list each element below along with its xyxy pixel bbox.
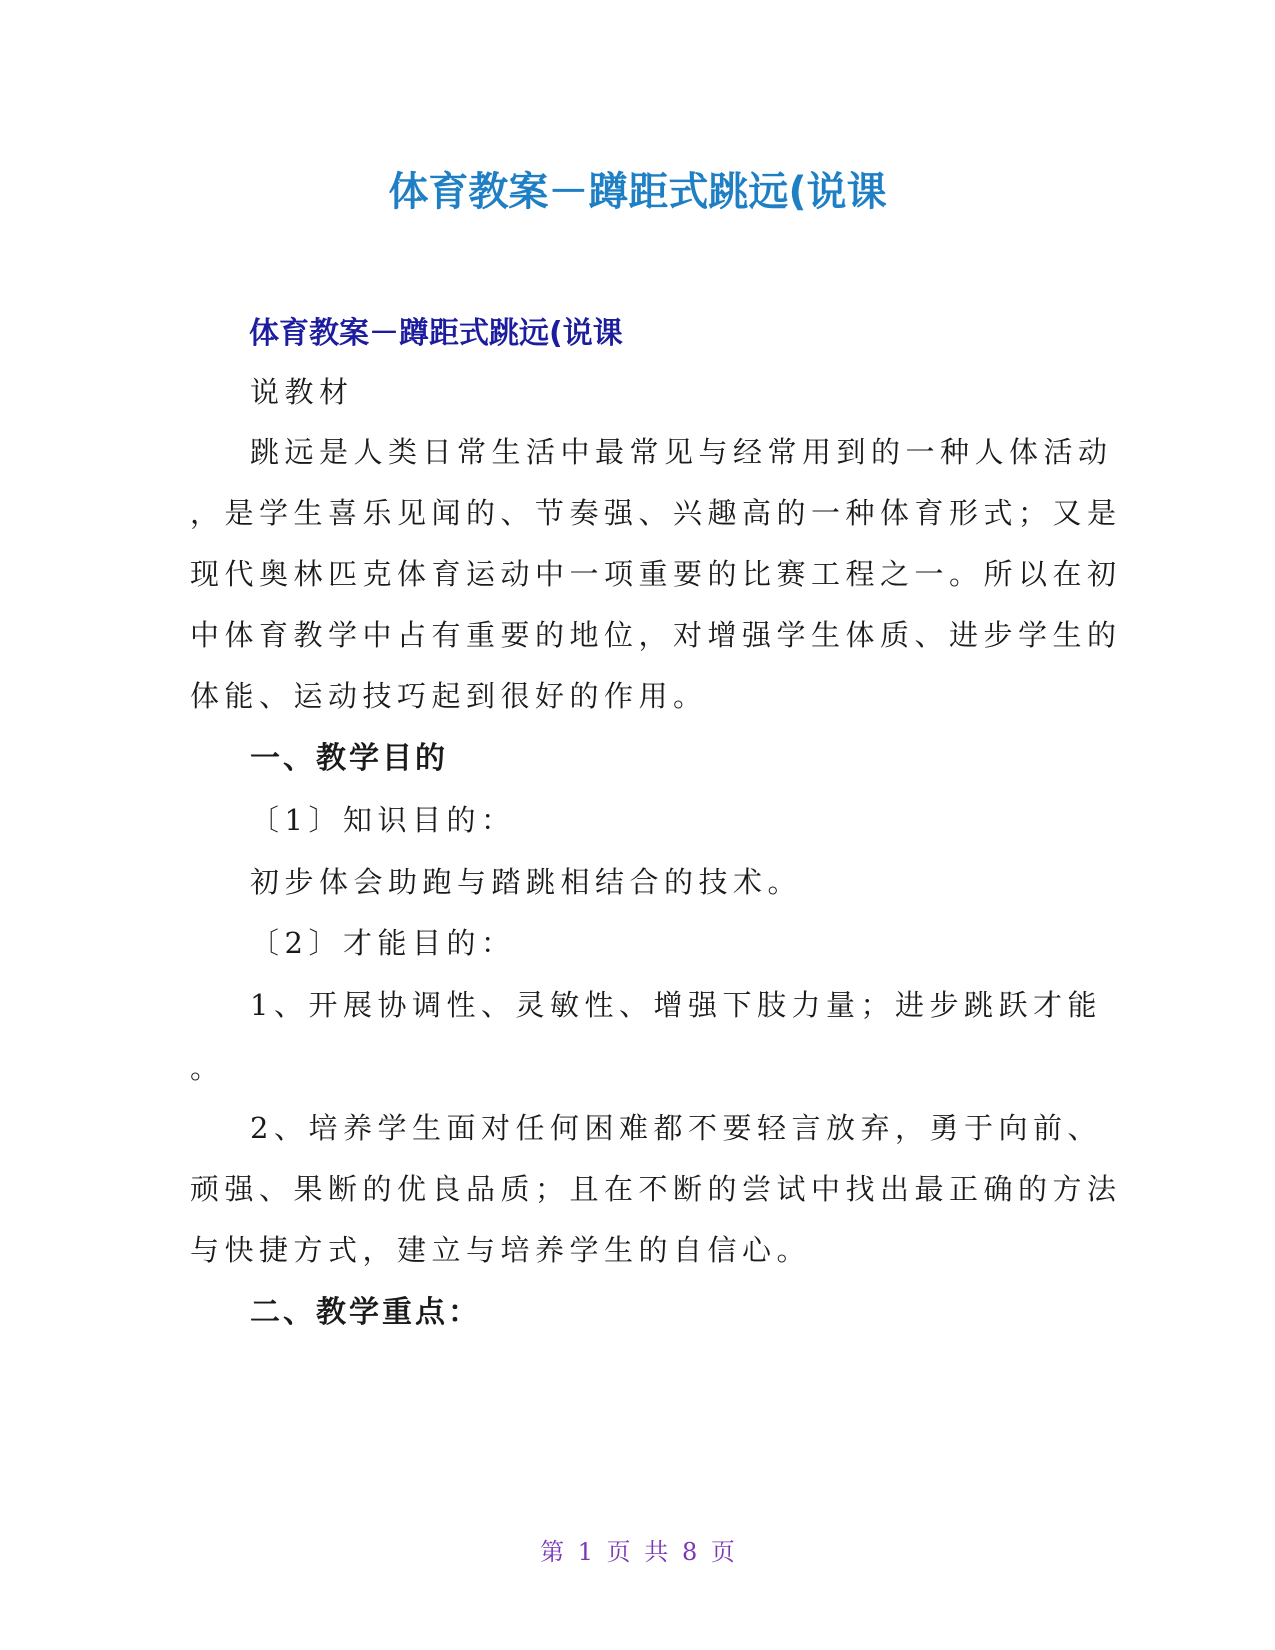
paragraph-line: 与快捷方式，建立与培养学生的自信心。 xyxy=(190,1233,812,1267)
paragraph-line: ，是学生喜乐见闻的、节奏强、兴趣高的一种体育形式；又是 xyxy=(190,496,1122,530)
paragraph-line: 体能、运动技巧起到很好的作用。 xyxy=(190,679,708,713)
paragraph-line: 。 xyxy=(190,1051,225,1085)
paragraph-line: 中体育教学中占有重要的地位，对增强学生体质、进步学生的 xyxy=(190,618,1122,652)
paragraph-line: 〔1〕知识目的： xyxy=(250,803,516,837)
paragraph-line: 顽强、果断的优良品质；且在不断的尝试中找出最正确的方法 xyxy=(190,1172,1122,1206)
page-number-footer: 第 1 页 共 8 页 xyxy=(540,1538,735,1566)
document-subtitle: 体育教案－蹲距式跳远(说课 xyxy=(249,316,623,351)
paragraph-line: 1、开展协调性、灵敏性、增强下肢力量；进步跳跃才能 xyxy=(250,988,1102,1022)
document-title: 体育教案－蹲距式跳远(说课 xyxy=(388,169,887,215)
paragraph-line: 现代奥林匹克体育运动中一项重要的比赛工程之一。所以在初 xyxy=(190,557,1122,591)
paragraph-line: 初步体会助跑与踏跳相结合的技术。 xyxy=(250,865,803,899)
paragraph-line: 说教材 xyxy=(250,375,354,409)
paragraph-line: 跳远是人类日常生活中最常见与经常用到的一种人体活动 xyxy=(250,435,1113,469)
paragraph-line: 2、培养学生面对任何困难都不要轻言放弃，勇于向前、 xyxy=(250,1111,1102,1145)
paragraph-line: 〔2〕才能目的： xyxy=(250,926,516,960)
section-heading: 一、教学目的 xyxy=(250,741,448,776)
section-heading: 二、教学重点： xyxy=(250,1295,481,1330)
